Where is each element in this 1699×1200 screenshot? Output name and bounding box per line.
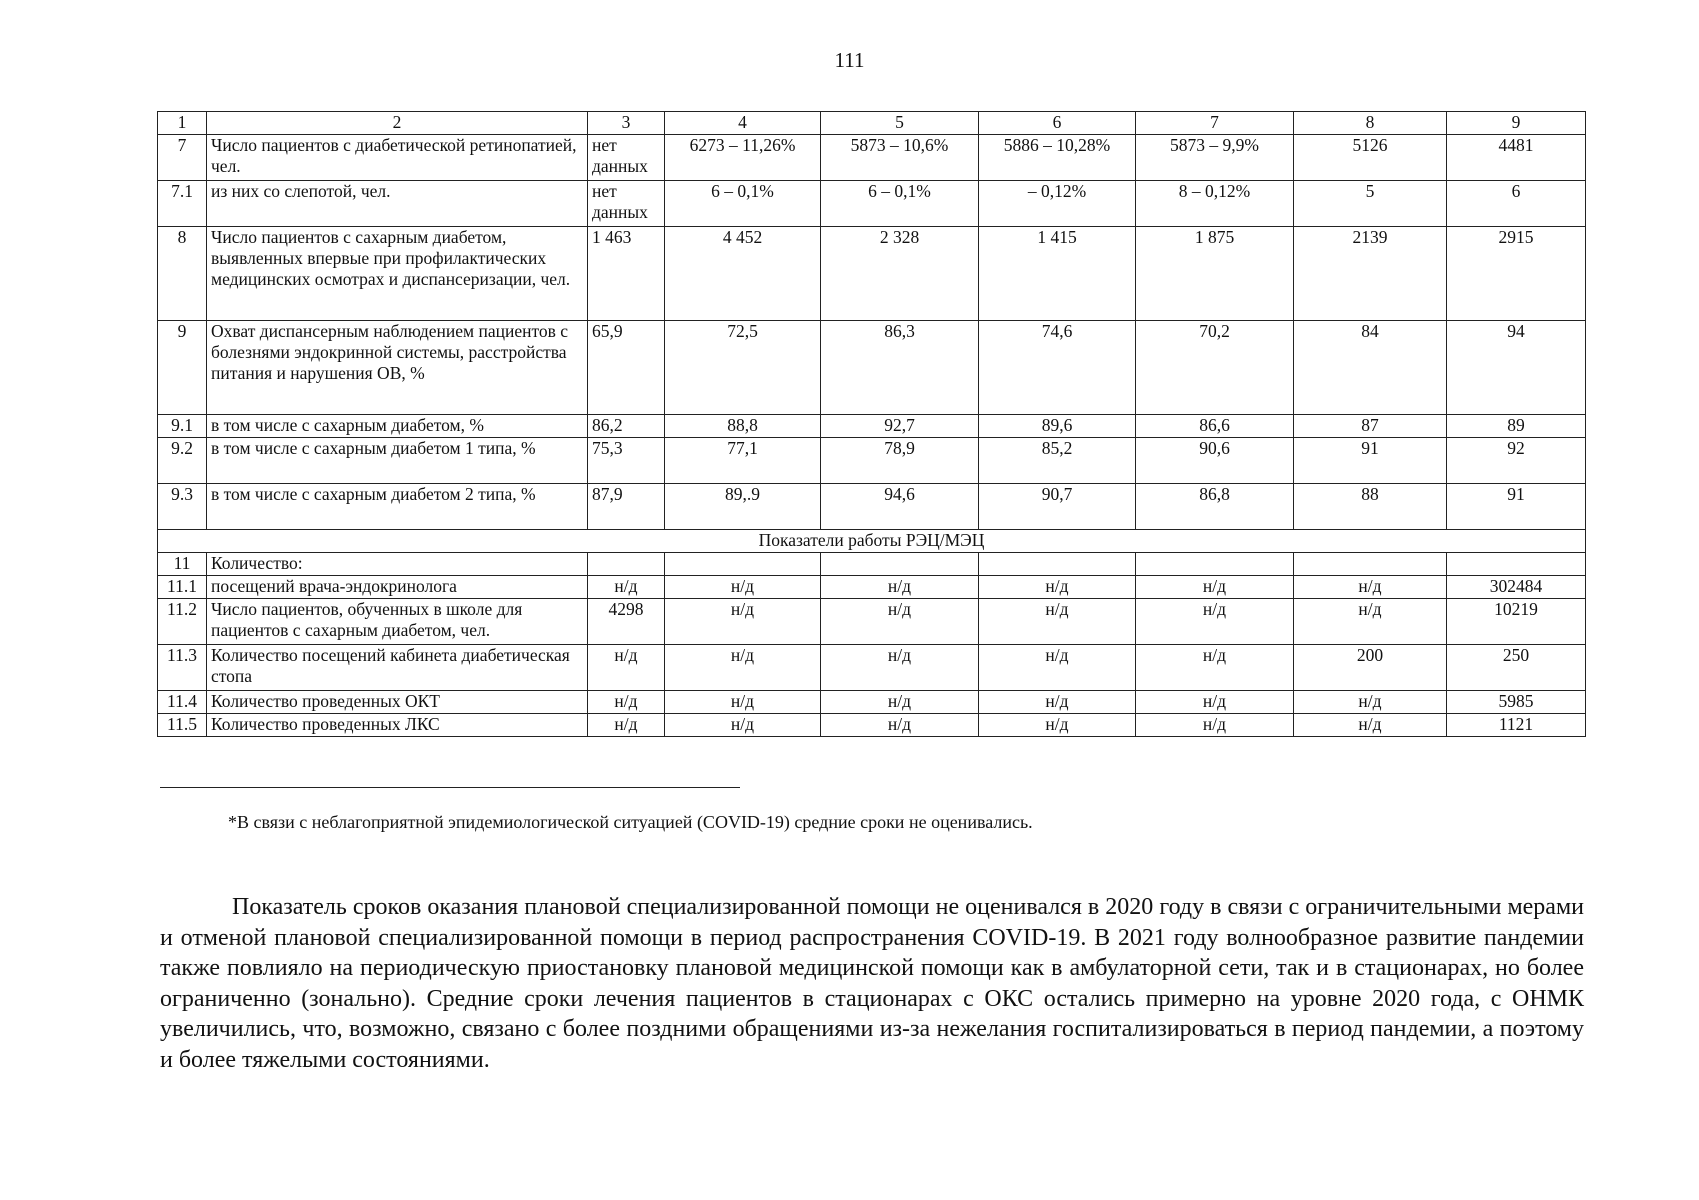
table-cell: н/д — [1294, 691, 1447, 714]
footnote-divider — [160, 787, 740, 788]
table-cell: 91 — [1294, 438, 1447, 484]
table-cell: н/д — [1294, 599, 1447, 645]
table-cell: н/д — [665, 599, 821, 645]
row-number: 8 — [158, 227, 207, 321]
indicators-table — [157, 111, 1586, 737]
row-number: 11.3 — [158, 645, 207, 691]
table-cell: 94,6 — [821, 484, 979, 530]
table-row — [158, 415, 1586, 438]
table-row — [158, 691, 1586, 714]
table-cell: 90,6 — [1136, 438, 1294, 484]
table-row — [158, 576, 1586, 599]
table-cell: 1 875 — [1136, 227, 1294, 321]
row-label: Число пациентов с сахарным диабетом, выявленных впервые при профилактических медицинских осмотрах и диспансеризации, чел. — [207, 227, 588, 321]
table-cell: 78,9 — [821, 438, 979, 484]
table-cell: 200 — [1294, 645, 1447, 691]
row-label: Число пациентов с диабетической ретинопатией, чел. — [207, 135, 588, 181]
table-cell: 250 — [1447, 645, 1586, 691]
table-cell: н/д — [665, 714, 821, 737]
table-cell: 89,.9 — [665, 484, 821, 530]
table-cell: 87,9 — [588, 484, 665, 530]
table-row — [158, 438, 1586, 484]
table-cell: 6273 – 11,26% — [665, 135, 821, 181]
table-cell: 5873 – 9,9% — [1136, 135, 1294, 181]
row-label: посещений врача-эндокринолога — [207, 576, 588, 599]
table-cell: 302484 — [1447, 576, 1586, 599]
table-cell: 70,2 — [1136, 321, 1294, 415]
table-cell: 89 — [1447, 415, 1586, 438]
section-row — [158, 530, 1586, 553]
table-cell: н/д — [821, 691, 979, 714]
row-number: 7 — [158, 135, 207, 181]
table-cell: 1121 — [1447, 714, 1586, 737]
table-cell — [979, 553, 1136, 576]
table-cell: 4298 — [588, 599, 665, 645]
table-cell: 77,1 — [665, 438, 821, 484]
table-cell — [1294, 553, 1447, 576]
table-cell: 94 — [1447, 321, 1586, 415]
table-cell: 4481 — [1447, 135, 1586, 181]
table-cell: 75,3 — [588, 438, 665, 484]
row-number: 11.5 — [158, 714, 207, 737]
table-cell: 86,3 — [821, 321, 979, 415]
table-cell: 90,7 — [979, 484, 1136, 530]
table-cell: 91 — [1447, 484, 1586, 530]
table-cell: н/д — [588, 576, 665, 599]
table-cell: н/д — [979, 645, 1136, 691]
table-cell: 4 452 — [665, 227, 821, 321]
table-cell: 2915 — [1447, 227, 1586, 321]
body-paragraph: Показатель сроков оказания плановой специализированной помощи не оценивался в 2020 году в связи с ограничительными мерами и отменой плановой специализированной помощи в период распространения COVID-19. В 2021 году волнообразное развитие пандемии также повлияло на периодическую приостановку плановой медицинской помощи как в амбулаторной сети, так и в стационарах, но более ограниченно (зонально). Средние сроки лечения пациентов в стационарах с ОКС остались примерно на уровне 2020 года, с ОНМК увеличились, что, возможно, связано с более поздними обращениями из-за нежелания госпитализироваться в период пандемии, а поэтому и более тяжелыми состояниями. — [160, 894, 1584, 1073]
row-number: 7.1 — [158, 181, 207, 227]
table-cell: 85,2 — [979, 438, 1136, 484]
table-cell: н/д — [821, 599, 979, 645]
row-number: 9 — [158, 321, 207, 415]
row-number: 9.1 — [158, 415, 207, 438]
table-header-row — [158, 112, 1586, 135]
table-cell: 1 415 — [979, 227, 1136, 321]
table-cell — [665, 553, 821, 576]
table-row — [158, 599, 1586, 645]
row-label: Число пациентов, обученных в школе для пациентов с сахарным диабетом, чел. — [207, 599, 588, 645]
row-label: в том числе с сахарным диабетом 1 типа, % — [207, 438, 588, 484]
row-number: 11.2 — [158, 599, 207, 645]
table-row — [158, 321, 1586, 415]
table-cell: н/д — [1136, 645, 1294, 691]
row-number: 11.1 — [158, 576, 207, 599]
table-cell: н/д — [979, 714, 1136, 737]
table-cell: н/д — [979, 599, 1136, 645]
table-cell: н/д — [588, 714, 665, 737]
header-cell: 9 — [1447, 112, 1586, 135]
row-label: Количество посещений кабинета диабетическая стопа — [207, 645, 588, 691]
table-cell: нет данных — [588, 181, 665, 227]
row-label: из них со слепотой, чел. — [207, 181, 588, 227]
table-cell: 10219 — [1447, 599, 1586, 645]
table-cell: н/д — [979, 576, 1136, 599]
table-cell: 6 – 0,1% — [821, 181, 979, 227]
table-cell: 5873 – 10,6% — [821, 135, 979, 181]
table-cell — [1447, 553, 1586, 576]
table-cell: н/д — [1294, 714, 1447, 737]
header-cell: 8 — [1294, 112, 1447, 135]
header-cell: 3 — [588, 112, 665, 135]
row-label: Охват диспансерным наблюдением пациентов с болезнями эндокринной системы, расстройства питания и нарушения ОВ, % — [207, 321, 588, 415]
table-cell: 6 – 0,1% — [665, 181, 821, 227]
header-cell: 1 — [158, 112, 207, 135]
footnote: *В связи с неблагоприятной эпидемиологической ситуацией (COVID-19) средние сроки не оценивались. — [228, 812, 1033, 832]
row-number: 9.3 — [158, 484, 207, 530]
table-cell — [588, 553, 665, 576]
table-row — [158, 135, 1586, 181]
table-cell: н/д — [821, 576, 979, 599]
table-cell: н/д — [588, 691, 665, 714]
table-row — [158, 645, 1586, 691]
table-cell: 92 — [1447, 438, 1586, 484]
table-cell: н/д — [665, 645, 821, 691]
table-cell — [1136, 553, 1294, 576]
table-cell: н/д — [665, 576, 821, 599]
table-cell: 65,9 — [588, 321, 665, 415]
row-label: Количество проведенных ЛКС — [207, 714, 588, 737]
table-cell: 2 328 — [821, 227, 979, 321]
header-cell: 5 — [821, 112, 979, 135]
table-cell: н/д — [979, 691, 1136, 714]
table-cell: – 0,12% — [979, 181, 1136, 227]
table-cell: н/д — [588, 645, 665, 691]
header-cell: 6 — [979, 112, 1136, 135]
row-number: 11 — [158, 553, 207, 576]
table-cell: 86,2 — [588, 415, 665, 438]
page-number: 111 — [834, 48, 865, 72]
table-cell: 87 — [1294, 415, 1447, 438]
header-cell: 7 — [1136, 112, 1294, 135]
table-cell: н/д — [821, 645, 979, 691]
table-cell: 5985 — [1447, 691, 1586, 714]
table-row — [158, 553, 1586, 576]
table-cell: н/д — [1136, 599, 1294, 645]
table-cell: 72,5 — [665, 321, 821, 415]
table-cell: н/д — [665, 691, 821, 714]
table-cell: 1 463 — [588, 227, 665, 321]
header-cell: 2 — [207, 112, 588, 135]
table-row — [158, 714, 1586, 737]
table-cell: 6 — [1447, 181, 1586, 227]
table-cell: н/д — [821, 714, 979, 737]
header-cell: 4 — [665, 112, 821, 135]
section-title: Показатели работы РЭЦ/МЭЦ — [158, 530, 1586, 553]
row-label: в том числе с сахарным диабетом, % — [207, 415, 588, 438]
table-cell — [821, 553, 979, 576]
row-number: 9.2 — [158, 438, 207, 484]
table-cell: 74,6 — [979, 321, 1136, 415]
table-cell: 2139 — [1294, 227, 1447, 321]
table-cell: 86,6 — [1136, 415, 1294, 438]
table-cell: нет данных — [588, 135, 665, 181]
table-cell: 5126 — [1294, 135, 1447, 181]
table-cell: н/д — [1136, 691, 1294, 714]
table-cell: н/д — [1294, 576, 1447, 599]
table-cell: 88,8 — [665, 415, 821, 438]
table-cell: 88 — [1294, 484, 1447, 530]
row-label: Количество: — [207, 553, 588, 576]
row-label: в том числе с сахарным диабетом 2 типа, % — [207, 484, 588, 530]
row-number: 11.4 — [158, 691, 207, 714]
table-cell: 5 — [1294, 181, 1447, 227]
table-row — [158, 484, 1586, 530]
table-cell: 92,7 — [821, 415, 979, 438]
row-label: Количество проведенных ОКТ — [207, 691, 588, 714]
table-cell: 8 – 0,12% — [1136, 181, 1294, 227]
table-row — [158, 181, 1586, 227]
table-cell: 89,6 — [979, 415, 1136, 438]
table-cell: н/д — [1136, 576, 1294, 599]
table-cell: 86,8 — [1136, 484, 1294, 530]
table-cell: 84 — [1294, 321, 1447, 415]
table-row — [158, 227, 1586, 321]
table-cell: 5886 – 10,28% — [979, 135, 1136, 181]
table-cell: н/д — [1136, 714, 1294, 737]
